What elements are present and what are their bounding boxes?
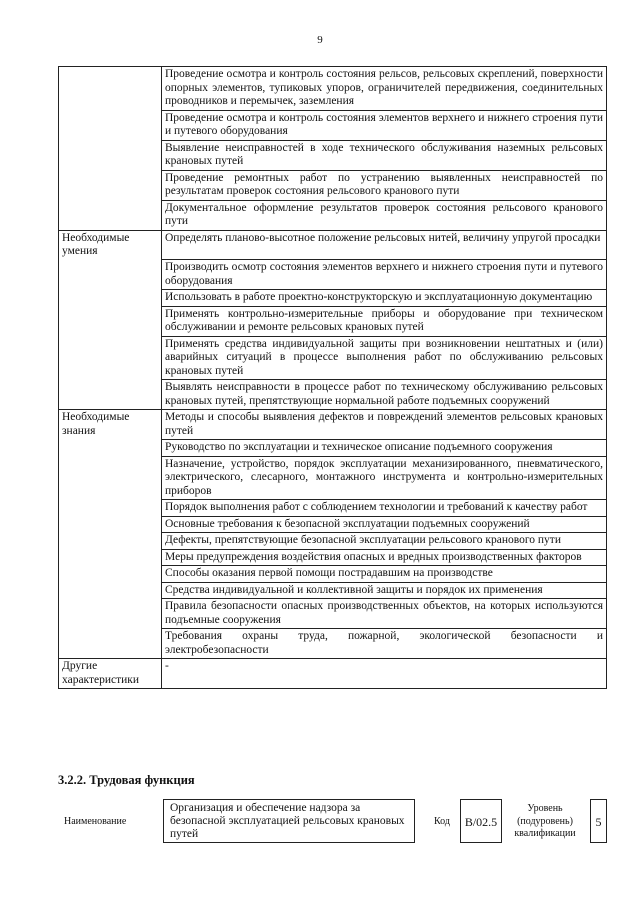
row-description: Правила безопасности опасных производственных объектов, на которых используются подъемные сооружения xyxy=(162,599,607,629)
row-description: Порядок выполнения работ с соблюдением технологии и требований к качеству работ xyxy=(162,500,607,517)
table-row xyxy=(59,456,607,500)
row-group-label xyxy=(59,306,162,336)
name-label: Наименование xyxy=(64,816,127,827)
row-description: Проведение ремонтных работ по устранению выявленных неисправностей по результатам проверок состояния рельсового кранового пути xyxy=(162,170,607,200)
row-description: Производить осмотр состояния элементов верхнего и нижнего строения пути и путевого оборудования xyxy=(162,260,607,290)
row-group-label xyxy=(59,200,162,230)
row-group-label xyxy=(59,290,162,307)
table-row xyxy=(59,566,607,583)
row-description: Назначение, устройство, порядок эксплуатации механизированного, пневматического, электрического, слесарного, монтажного инструмента и контрольно-измерительных приборов xyxy=(162,456,607,500)
table-row xyxy=(59,629,607,659)
table-row xyxy=(59,410,607,440)
table-row xyxy=(59,170,607,200)
row-group-label xyxy=(59,456,162,500)
row-group-label xyxy=(59,110,162,140)
row-group-label xyxy=(59,67,162,111)
table-row xyxy=(59,516,607,533)
row-description: Выявление неисправностей в ходе технического обслуживания наземных рельсовых крановых путей xyxy=(162,140,607,170)
qualification-level-label: Уровень (подуровень) квалификации xyxy=(514,803,576,839)
row-description: Выявлять неисправности в процессе работ по техническому обслуживанию рельсовых крановых путей, препятствующие нормальной работе подъемных сооружений xyxy=(162,380,607,410)
table-row xyxy=(59,200,607,230)
row-description: Способы оказания первой помощи пострадавшим на производстве xyxy=(162,566,607,583)
table-row xyxy=(59,67,607,111)
code-box: B/02.5 xyxy=(460,799,502,843)
row-group-label xyxy=(59,500,162,517)
table-row xyxy=(59,380,607,410)
row-group-label xyxy=(59,170,162,200)
table-row xyxy=(59,659,607,689)
row-description: Определять планово-высотное положение рельсовых нитей, величину упругой просадки xyxy=(162,230,607,260)
row-description: Дефекты, препятствующие безопасной эксплуатации рельсового кранового пути xyxy=(162,533,607,550)
table-row xyxy=(59,110,607,140)
row-group-label xyxy=(59,582,162,599)
row-group-label xyxy=(59,140,162,170)
row-description: Меры предупреждения воздействия опасных и вредных производственных факторов xyxy=(162,549,607,566)
row-group-label xyxy=(59,380,162,410)
competency-table xyxy=(58,66,607,689)
qualification-level-box: 5 xyxy=(590,799,607,843)
labor-function-row xyxy=(58,798,607,848)
row-group-label xyxy=(59,533,162,550)
page-number: 9 xyxy=(317,34,323,46)
row-description: Проведение осмотра и контроль состояния элементов верхнего и нижнего строения пути и путевого оборудования xyxy=(162,110,607,140)
row-description: Документальное оформление результатов проверок состояния рельсового кранового пути xyxy=(162,200,607,230)
table-row xyxy=(59,140,607,170)
table-row xyxy=(59,230,607,260)
code-label: Код xyxy=(434,816,450,827)
row-description: - xyxy=(162,659,607,689)
row-group-label xyxy=(59,336,162,380)
table-row xyxy=(59,290,607,307)
row-description: Методы и способы выявления дефектов и повреждений элементов рельсовых крановых путей xyxy=(162,410,607,440)
table-row xyxy=(59,533,607,550)
row-group-label xyxy=(59,629,162,659)
row-description: Руководство по эксплуатации и техническое описание подъемного сооружения xyxy=(162,440,607,457)
row-group-label xyxy=(59,549,162,566)
table-row xyxy=(59,260,607,290)
row-description: Применять контрольно-измерительные приборы и оборудование при техническом обслуживании и ремонте рельсовых крановых путей xyxy=(162,306,607,336)
table-row xyxy=(59,582,607,599)
function-name-box: Организация и обеспечение надзора за безопасной эксплуатацией рельсовых крановых путей xyxy=(163,799,415,843)
row-group-label xyxy=(59,566,162,583)
table-row xyxy=(59,336,607,380)
row-group-label: Другие характеристики xyxy=(59,659,162,689)
table-row xyxy=(59,440,607,457)
table-row xyxy=(59,306,607,336)
section-title: 3.2.2. Трудовая функция xyxy=(58,773,195,787)
row-group-label: Необходимые умения xyxy=(59,230,162,260)
row-description: Использовать в работе проектно-конструкторскую и эксплуатационную документацию xyxy=(162,290,607,307)
row-description: Основные требования к безопасной эксплуатации подъемных сооружений xyxy=(162,516,607,533)
row-description: Проведение осмотра и контроль состояния рельсов, рельсовых скреплений, поверхности опорных элементов, тупиковых упоров, ограничителей передвижения, соединительных проводников и перемычек, заземления xyxy=(162,67,607,111)
row-group-label xyxy=(59,516,162,533)
row-description: Применять средства индивидуальной защиты при возникновении нештатных и (или) аварийных ситуаций в процессе выполнения работ по обслуживанию рельсовых крановых путей xyxy=(162,336,607,380)
row-group-label: Необходимые знания xyxy=(59,410,162,440)
table-row xyxy=(59,500,607,517)
row-group-label xyxy=(59,260,162,290)
row-group-label xyxy=(59,599,162,629)
row-group-label xyxy=(59,440,162,457)
row-description: Средства индивидуальной и коллективной защиты и порядок их применения xyxy=(162,582,607,599)
table-row xyxy=(59,549,607,566)
table-row xyxy=(59,599,607,629)
row-description: Требования охраны труда, пожарной, экологической безопасности и электробезопасности xyxy=(162,629,607,659)
